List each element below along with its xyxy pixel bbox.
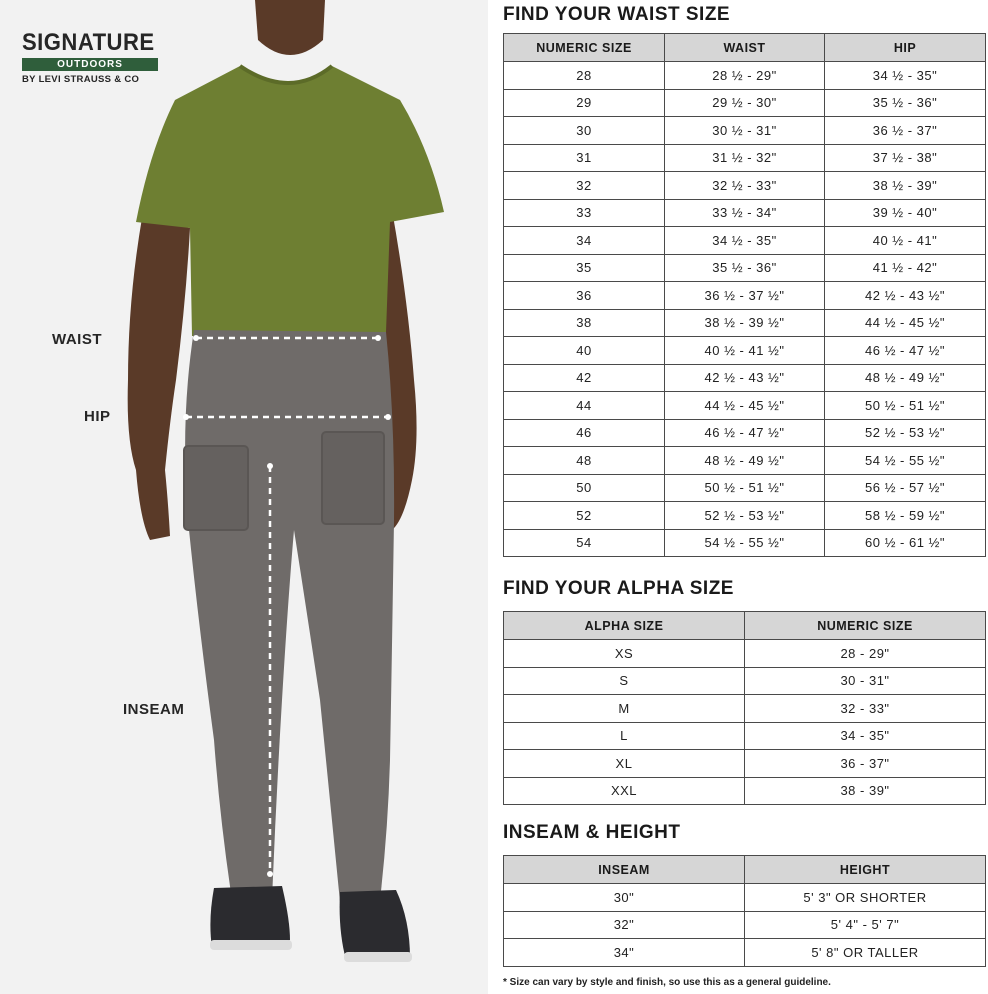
table-cell: 52 ½ - 53 ½" xyxy=(665,502,825,530)
table-cell: 42 xyxy=(504,364,665,392)
table-cell: 28 - 29" xyxy=(745,640,986,668)
hip-label: HIP xyxy=(84,408,111,425)
size-footnote: * Size can vary by style and finish, so use this as a general guideline. xyxy=(503,977,831,988)
table-cell: 37 ½ - 38" xyxy=(825,144,986,172)
alpha-size-table xyxy=(503,611,986,805)
table-cell: 54 ½ - 55 ½" xyxy=(665,529,825,557)
inseam-section-title: INSEAM & HEIGHT xyxy=(503,822,681,843)
waist-section-title: FIND YOUR WAIST SIZE xyxy=(503,4,731,25)
table-cell: 48 xyxy=(504,447,665,475)
table-cell: 38 - 39" xyxy=(745,777,986,805)
table-row xyxy=(504,227,986,255)
model-photo-panel xyxy=(0,0,488,994)
table-row xyxy=(504,62,986,90)
table-cell: 38 xyxy=(504,309,665,337)
table-cell: XXL xyxy=(504,777,745,805)
table-cell: 34 xyxy=(504,227,665,255)
table-row xyxy=(504,392,986,420)
table-row xyxy=(504,89,986,117)
table-cell: 36 ½ - 37 ½" xyxy=(665,282,825,310)
table-row xyxy=(504,337,986,365)
table-cell: 5' 4" - 5' 7" xyxy=(745,911,986,939)
table-cell: 35 ½ - 36" xyxy=(665,254,825,282)
table-cell: 56 ½ - 57 ½" xyxy=(825,474,986,502)
column-header: HEIGHT xyxy=(745,856,986,884)
table-row xyxy=(504,750,986,778)
brand-logo-band: OUTDOORS xyxy=(22,58,158,71)
table-cell: 42 ½ - 43 ½" xyxy=(665,364,825,392)
table-row xyxy=(504,667,986,695)
table-cell: 29 ½ - 30" xyxy=(665,89,825,117)
table-cell: 60 ½ - 61 ½" xyxy=(825,529,986,557)
column-header: INSEAM xyxy=(504,856,745,884)
table-row xyxy=(504,777,986,805)
model-neck xyxy=(255,0,325,55)
table-cell: 58 ½ - 59 ½" xyxy=(825,502,986,530)
table-cell: 33 xyxy=(504,199,665,227)
table-cell: 33 ½ - 34" xyxy=(665,199,825,227)
waist-table-header-row xyxy=(504,34,986,62)
table-cell: 50 ½ - 51 ½" xyxy=(665,474,825,502)
table-cell: 46 ½ - 47 ½" xyxy=(825,337,986,365)
table-row xyxy=(504,199,986,227)
left-cargo-pocket xyxy=(184,446,248,530)
table-cell: 36 - 37" xyxy=(745,750,986,778)
table-cell: 40 xyxy=(504,337,665,365)
table-cell: 30" xyxy=(504,884,745,912)
column-header: HIP xyxy=(825,34,986,62)
waist-size-table xyxy=(503,33,986,557)
table-row xyxy=(504,474,986,502)
table-cell: 36 ½ - 37" xyxy=(825,117,986,145)
table-cell: 28 xyxy=(504,62,665,90)
table-row xyxy=(504,722,986,750)
alpha-section-title: FIND YOUR ALPHA SIZE xyxy=(503,578,734,599)
table-cell: 50 xyxy=(504,474,665,502)
table-cell: 52 ½ - 53 ½" xyxy=(825,419,986,447)
table-cell: 34 - 35" xyxy=(745,722,986,750)
table-cell: 48 ½ - 49 ½" xyxy=(825,364,986,392)
model-figure xyxy=(0,0,488,994)
table-cell: 40 ½ - 41" xyxy=(825,227,986,255)
table-cell: 42 ½ - 43 ½" xyxy=(825,282,986,310)
table-cell: XL xyxy=(504,750,745,778)
table-row xyxy=(504,309,986,337)
table-cell: 46 xyxy=(504,419,665,447)
right-shoe xyxy=(340,890,410,960)
table-row xyxy=(504,144,986,172)
table-cell: L xyxy=(504,722,745,750)
table-cell: 39 ½ - 40" xyxy=(825,199,986,227)
table-cell: 35 ½ - 36" xyxy=(825,89,986,117)
table-cell: 35 xyxy=(504,254,665,282)
table-cell: 28 ½ - 29" xyxy=(665,62,825,90)
table-cell: 31 xyxy=(504,144,665,172)
brand-logo-word: SIGNATURE xyxy=(22,29,155,56)
table-cell: XS xyxy=(504,640,745,668)
table-cell: 54 xyxy=(504,529,665,557)
table-cell: 30 ½ - 31" xyxy=(665,117,825,145)
inseam-label: INSEAM xyxy=(123,701,185,718)
table-row xyxy=(504,695,986,723)
column-header: ALPHA SIZE xyxy=(504,612,745,640)
table-cell: 30 xyxy=(504,117,665,145)
table-cell: 52 xyxy=(504,502,665,530)
table-cell: 30 - 31" xyxy=(745,667,986,695)
table-cell: 34" xyxy=(504,939,745,967)
model-left-arm xyxy=(128,218,190,540)
table-cell: 34 ½ - 35" xyxy=(665,227,825,255)
inseam-table-header-row xyxy=(504,856,986,884)
table-row xyxy=(504,884,986,912)
table-cell: 32 ½ - 33" xyxy=(665,172,825,200)
table-cell: 32 - 33" xyxy=(745,695,986,723)
table-cell: 5' 3" OR SHORTER xyxy=(745,884,986,912)
table-row xyxy=(504,364,986,392)
table-cell: S xyxy=(504,667,745,695)
table-cell: 44 ½ - 45 ½" xyxy=(825,309,986,337)
table-cell: 46 ½ - 47 ½" xyxy=(665,419,825,447)
table-cell: 36 xyxy=(504,282,665,310)
column-header: NUMERIC SIZE xyxy=(745,612,986,640)
table-row xyxy=(504,529,986,557)
table-row xyxy=(504,117,986,145)
table-cell: 32" xyxy=(504,911,745,939)
alpha-table-header-row xyxy=(504,612,986,640)
table-cell: 38 ½ - 39 ½" xyxy=(665,309,825,337)
right-cargo-pocket xyxy=(322,432,384,524)
table-row xyxy=(504,419,986,447)
table-row xyxy=(504,502,986,530)
table-row xyxy=(504,911,986,939)
table-row xyxy=(504,447,986,475)
table-cell: 41 ½ - 42" xyxy=(825,254,986,282)
table-cell: 34 ½ - 35" xyxy=(825,62,986,90)
brand-logo-by-line: BY LEVI STRAUSS & CO xyxy=(22,74,140,85)
table-row xyxy=(504,172,986,200)
table-row xyxy=(504,282,986,310)
table-cell: 31 ½ - 32" xyxy=(665,144,825,172)
brand-logo xyxy=(22,30,162,85)
table-cell: 54 ½ - 55 ½" xyxy=(825,447,986,475)
table-cell: 40 ½ - 41 ½" xyxy=(665,337,825,365)
table-cell: 50 ½ - 51 ½" xyxy=(825,392,986,420)
table-row xyxy=(504,939,986,967)
table-cell: 44 xyxy=(504,392,665,420)
table-cell: M xyxy=(504,695,745,723)
column-header: WAIST xyxy=(665,34,825,62)
table-cell: 48 ½ - 49 ½" xyxy=(665,447,825,475)
table-cell: 29 xyxy=(504,89,665,117)
table-row xyxy=(504,254,986,282)
inseam-height-table xyxy=(503,855,986,967)
table-row xyxy=(504,640,986,668)
table-cell: 38 ½ - 39" xyxy=(825,172,986,200)
table-cell: 5' 8" OR TALLER xyxy=(745,939,986,967)
waist-label: WAIST xyxy=(52,331,102,348)
left-shoe xyxy=(210,886,290,948)
column-header: NUMERIC SIZE xyxy=(504,34,665,62)
table-cell: 32 xyxy=(504,172,665,200)
table-cell: 44 ½ - 45 ½" xyxy=(665,392,825,420)
